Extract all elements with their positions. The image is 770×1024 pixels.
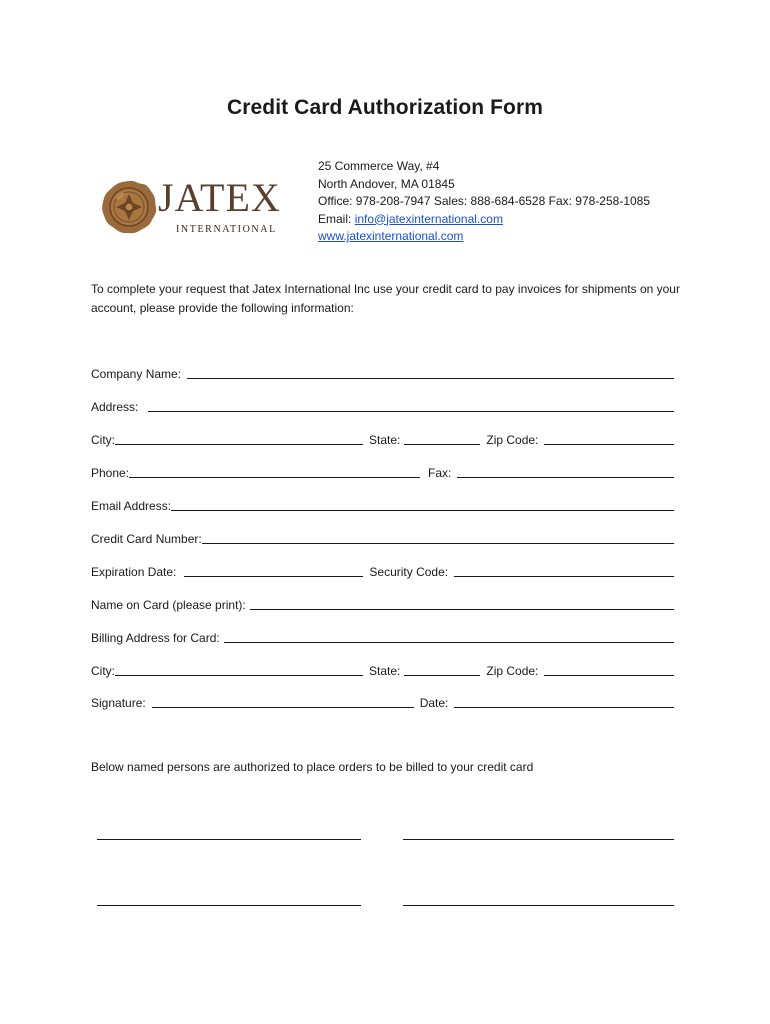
city-address: North Andover, MA 01845 xyxy=(318,176,455,191)
logo-wordmark: JATEX xyxy=(158,175,281,220)
expiration-label: Expiration Date: xyxy=(91,565,177,579)
intro-text: To complete your request that Jatex International Inc use your credit card to pay invoices for shipments on your account, please provide the following information: xyxy=(91,282,680,315)
email-row xyxy=(91,496,674,516)
zip-field[interactable] xyxy=(544,443,674,445)
company-name-label: Company Name: xyxy=(91,367,182,381)
signature-label: Signature: xyxy=(91,696,146,710)
signature-date-row xyxy=(91,693,674,713)
billing-zip-field[interactable] xyxy=(544,674,674,676)
company-name-row xyxy=(91,364,674,384)
contact-block xyxy=(318,158,650,246)
billing-address-field[interactable] xyxy=(224,641,674,643)
billing-state-label: State: xyxy=(369,664,401,678)
name-on-card-field[interactable] xyxy=(250,608,674,610)
name-on-card-row xyxy=(91,595,674,615)
phone-fax-row xyxy=(91,463,674,483)
card-number-field[interactable] xyxy=(202,542,674,544)
security-code-label: Security Code: xyxy=(369,565,449,579)
authorized-person-3-line[interactable] xyxy=(97,904,361,906)
logo-subtitle: INTERNATIONAL xyxy=(176,224,277,235)
billing-address-row xyxy=(91,628,674,648)
authorized-person-2-line[interactable] xyxy=(403,838,674,840)
state-label: State: xyxy=(369,433,401,447)
street-address: 25 Commerce Way, #4 xyxy=(318,159,440,173)
address-row xyxy=(91,397,674,417)
security-code-field[interactable] xyxy=(454,575,674,577)
address-label: Address: xyxy=(91,400,139,414)
phone-label: Phone: xyxy=(91,466,130,480)
email-link[interactable]: info@jatexinternational.com xyxy=(354,211,503,226)
authorized-person-4-line[interactable] xyxy=(403,904,674,906)
phone-field[interactable] xyxy=(129,476,420,478)
email-address-field[interactable] xyxy=(171,509,674,511)
billing-state-field[interactable] xyxy=(404,674,480,676)
billing-address-label: Billing Address for Card: xyxy=(91,631,220,645)
city-label: City: xyxy=(91,433,115,447)
company-name-field[interactable] xyxy=(187,377,674,379)
date-field[interactable] xyxy=(454,706,674,708)
name-on-card-label: Name on Card (please print): xyxy=(91,598,246,612)
zip-label: Zip Code: xyxy=(486,433,539,447)
state-field[interactable] xyxy=(404,443,480,445)
address-field[interactable] xyxy=(148,410,674,412)
card-number-label: Credit Card Number: xyxy=(91,532,202,546)
website-link[interactable]: www.jatexinternational.com xyxy=(318,229,464,243)
billing-city-label: City: xyxy=(91,664,115,678)
form-title: Credit Card Authorization Form xyxy=(226,96,544,119)
card-number-row xyxy=(91,529,674,549)
signature-field[interactable] xyxy=(152,706,414,708)
email-address-label: Email Address: xyxy=(91,499,172,513)
authorized-persons-note: Below named persons are authorized to place orders to be billed to your credit card xyxy=(91,760,534,774)
fax-field[interactable] xyxy=(457,476,674,478)
email-line xyxy=(318,211,650,229)
billing-city-state-zip-row xyxy=(91,661,674,681)
website-line xyxy=(318,228,650,246)
billing-zip-label: Zip Code: xyxy=(486,664,539,678)
city-field[interactable] xyxy=(115,443,363,445)
phone-numbers: Office: 978-208-7947 Sales: 888-684-6528 Fax: 978-258-1085 xyxy=(318,194,651,208)
wax-seal-icon xyxy=(100,178,158,236)
company-logo xyxy=(100,175,295,242)
expiration-field[interactable] xyxy=(184,575,363,577)
date-label: Date: xyxy=(419,696,449,710)
billing-city-field[interactable] xyxy=(115,674,363,676)
fax-label: Fax: xyxy=(428,466,452,480)
expiration-security-row xyxy=(91,562,674,582)
authorized-person-1-line[interactable] xyxy=(97,838,361,840)
email-label: Email: xyxy=(318,211,355,226)
city-state-zip-row xyxy=(91,430,674,450)
